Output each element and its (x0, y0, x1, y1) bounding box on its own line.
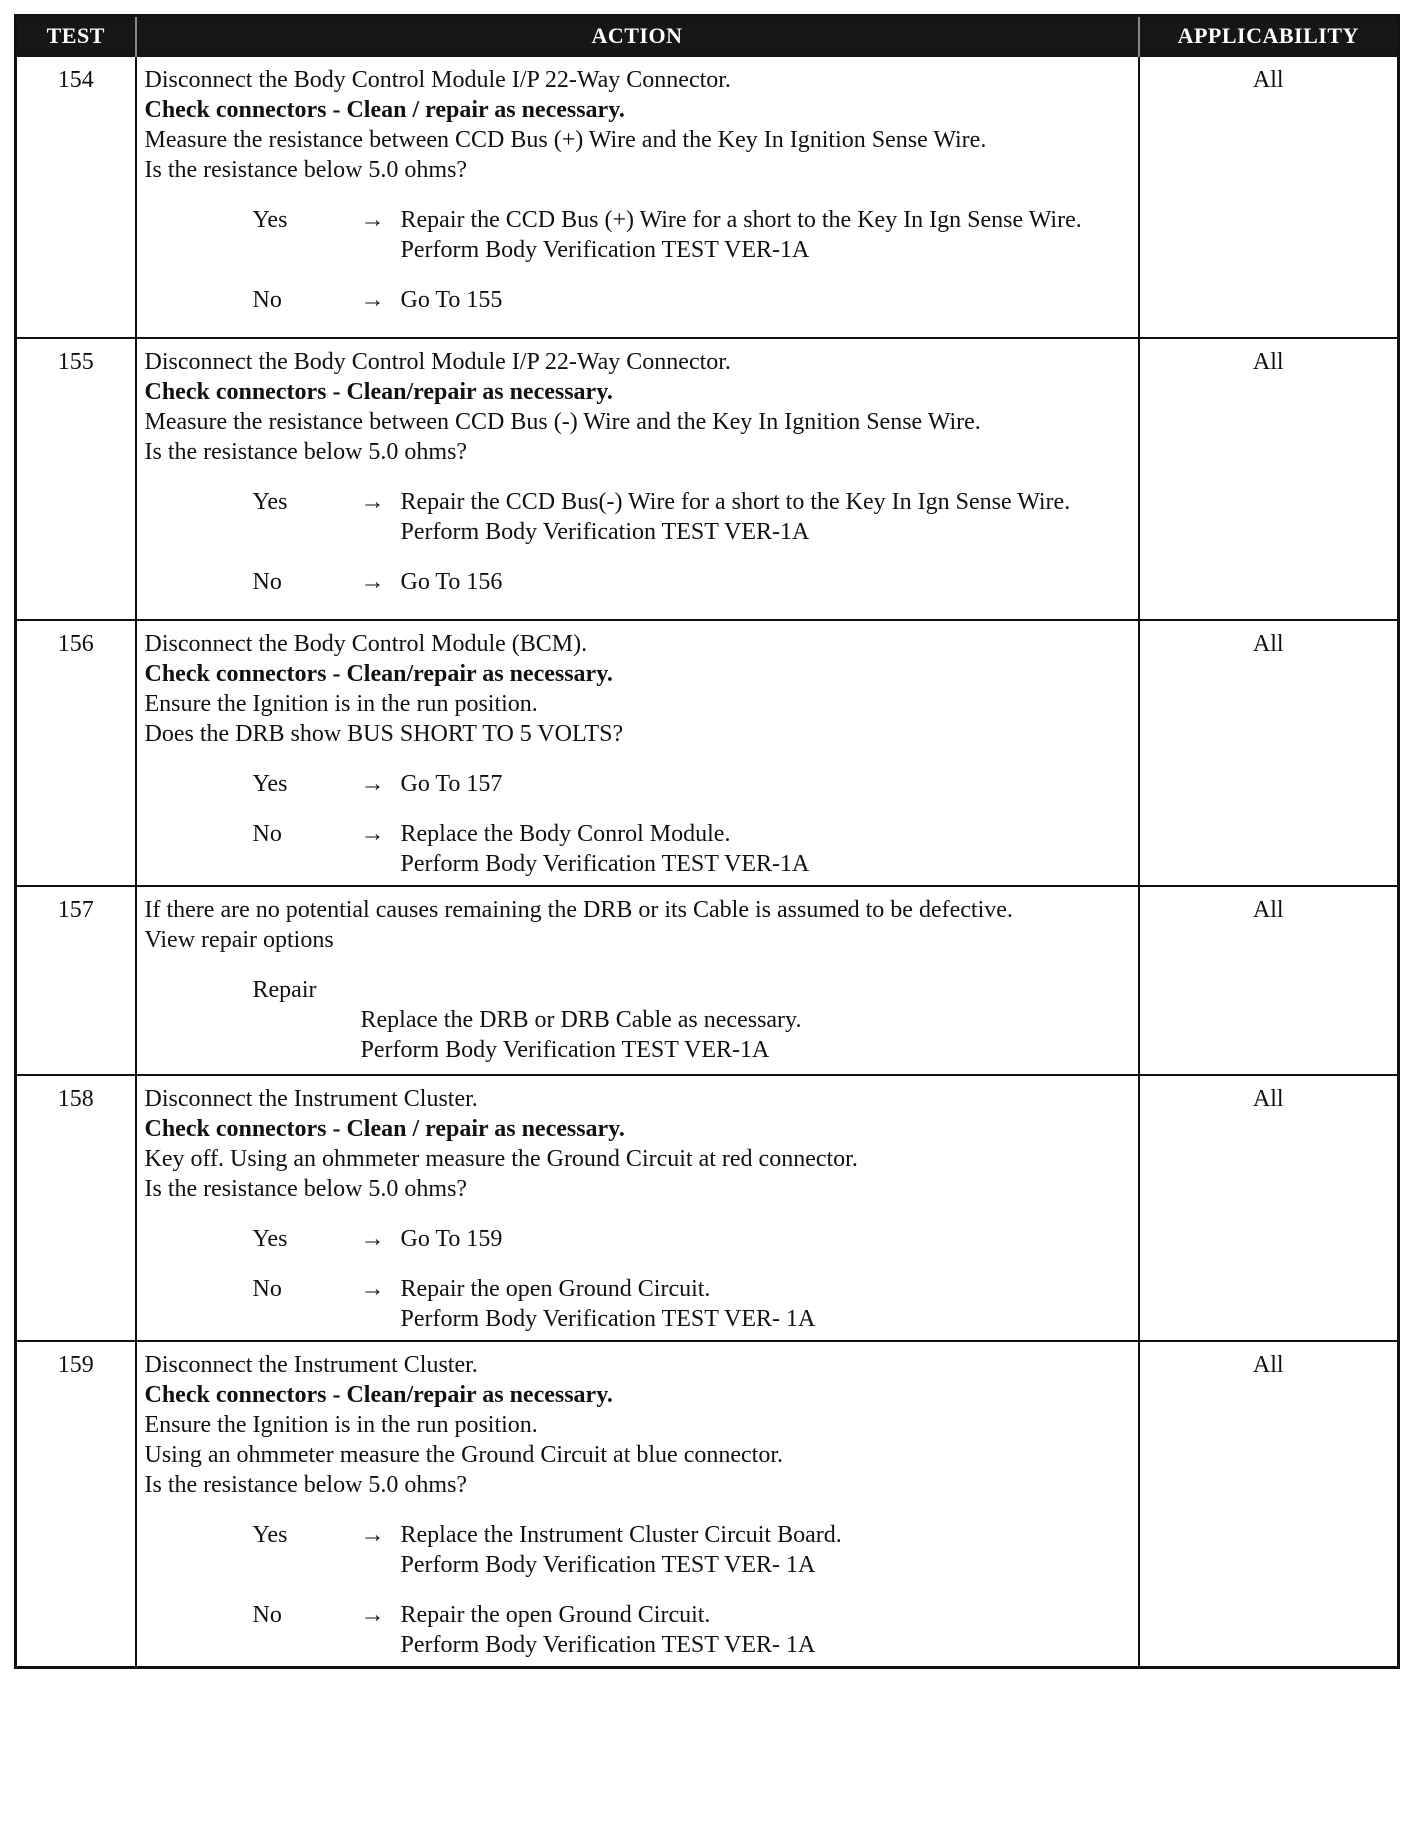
table-row (16, 620, 1399, 886)
outcome-step: Repair the CCD Bus (+) Wire for a short to the Key In Ign Sense Wire. (400, 207, 1082, 233)
action-cell (136, 338, 1139, 620)
arrow-icon: → (360, 1602, 385, 1628)
outcome-step: Go To 157 (400, 771, 503, 797)
outcome-step: Perform Body Verification TEST VER- 1A (400, 1306, 816, 1332)
outcome-step: Perform Body Verification TEST VER- 1A (400, 1552, 816, 1578)
no-outcome (145, 819, 1132, 879)
arrow-icon: → (360, 569, 385, 595)
arrow-icon: → (360, 489, 385, 515)
action-step: Disconnect the Instrument Cluster. (144, 1352, 478, 1378)
action-step: Measure the resistance between CCD Bus (+) Wire and the Key In Ignition Sense Wire. (144, 127, 987, 153)
table-row (16, 886, 1399, 1075)
outcome-step: Replace the Instrument Cluster Circuit Board. (400, 1522, 842, 1548)
action-step: Measure the resistance between CCD Bus (-) Wire and the Key In Ignition Sense Wire. (144, 409, 981, 435)
yes-outcome (145, 769, 1132, 799)
action-step: Check connectors - Clean / repair as necessary. (144, 1116, 625, 1142)
table-row (16, 338, 1399, 620)
table-row (16, 1075, 1399, 1341)
action-step: View repair options (144, 927, 334, 953)
action-question: Is the resistance below 5.0 ohms? (144, 1176, 468, 1202)
repair-step: Perform Body Verification TEST VER-1A (360, 1037, 770, 1063)
outcome-step: Go To 155 (400, 287, 503, 313)
applicability-value: All (1139, 886, 1399, 1075)
test-number: 157 (16, 886, 136, 1075)
applicability-value: All (1139, 620, 1399, 886)
outcome-step: Replace the Body Conrol Module. (400, 821, 731, 847)
no-label: No (252, 287, 282, 313)
action-step: Disconnect the Instrument Cluster. (144, 1086, 478, 1112)
yes-label: Yes (252, 489, 288, 515)
yes-label: Yes (252, 1226, 288, 1252)
action-step: Using an ohmmeter measure the Ground Circuit at blue connector. (144, 1442, 783, 1468)
applicability-value: All (1139, 338, 1399, 620)
outcome-step: Perform Body Verification TEST VER- 1A (400, 1632, 816, 1658)
test-number: 158 (16, 1075, 136, 1341)
diagnostic-table (14, 14, 1400, 1669)
action-cell (136, 1341, 1139, 1668)
test-number: 159 (16, 1341, 136, 1668)
arrow-icon: → (360, 1276, 385, 1302)
arrow-icon: → (360, 1226, 385, 1252)
action-step: Ensure the Ignition is in the run position. (144, 1412, 538, 1438)
no-label: No (252, 569, 282, 595)
outcome-step: Perform Body Verification TEST VER-1A (400, 237, 810, 263)
yes-outcome (145, 205, 1132, 265)
action-question: Is the resistance below 5.0 ohms? (144, 439, 468, 465)
no-label: No (252, 1276, 282, 1302)
table-row (16, 1341, 1399, 1668)
yes-label: Yes (252, 771, 288, 797)
action-step: Check connectors - Clean/repair as necessary. (144, 1382, 613, 1408)
outcome-step: Go To 159 (400, 1226, 503, 1252)
outcome-step: Perform Body Verification TEST VER-1A (400, 851, 810, 877)
action-step: Disconnect the Body Control Module I/P 22-Way Connector. (144, 349, 731, 375)
header-applicability: APPLICABILITY (1139, 16, 1399, 57)
action-step: Key off. Using an ohmmeter measure the Ground Circuit at red connector. (144, 1146, 858, 1172)
outcome-step: Go To 156 (400, 569, 503, 595)
header-action: ACTION (136, 16, 1139, 57)
arrow-icon: → (360, 1522, 385, 1548)
repair-label: Repair (252, 977, 317, 1003)
no-label: No (252, 1602, 282, 1628)
arrow-icon: → (360, 821, 385, 847)
no-outcome (145, 1600, 1132, 1660)
action-step: Check connectors - Clean/repair as necessary. (144, 661, 613, 687)
action-cell (136, 620, 1139, 886)
arrow-icon: → (360, 207, 385, 233)
yes-outcome (145, 1224, 1132, 1254)
arrow-icon: → (360, 771, 385, 797)
table-row (16, 56, 1399, 338)
yes-label: Yes (252, 207, 288, 233)
action-step: Check connectors - Clean/repair as necessary. (144, 379, 613, 405)
action-cell (136, 886, 1139, 1075)
header-test: TEST (16, 16, 136, 57)
outcome-step: Repair the open Ground Circuit. (400, 1602, 711, 1628)
test-number: 154 (16, 56, 136, 338)
action-step: Ensure the Ignition is in the run position. (144, 691, 538, 717)
no-outcome (145, 285, 1132, 315)
action-question: Is the resistance below 5.0 ohms? (144, 157, 468, 183)
action-cell (136, 1075, 1139, 1341)
outcome-step: Repair the open Ground Circuit. (400, 1276, 711, 1302)
applicability-value: All (1139, 1341, 1399, 1668)
action-step: Disconnect the Body Control Module (BCM). (144, 631, 588, 657)
applicability-value: All (1139, 1075, 1399, 1341)
outcome-step: Perform Body Verification TEST VER-1A (400, 519, 810, 545)
table-header (16, 16, 1399, 57)
yes-label: Yes (252, 1522, 288, 1548)
action-step: If there are no potential causes remaining the DRB or its Cable is assumed to be defective. (144, 897, 1013, 923)
action-step: Check connectors - Clean / repair as necessary. (144, 97, 625, 123)
applicability-value: All (1139, 56, 1399, 338)
action-question: Is the resistance below 5.0 ohms? (144, 1472, 468, 1498)
action-question: Does the DRB show BUS SHORT TO 5 VOLTS? (144, 721, 624, 747)
repair-step: Replace the DRB or DRB Cable as necessary. (360, 1007, 802, 1033)
test-number: 156 (16, 620, 136, 886)
arrow-icon: → (360, 287, 385, 313)
no-outcome (145, 567, 1132, 597)
yes-outcome (145, 1520, 1132, 1580)
action-step: Disconnect the Body Control Module I/P 22-Way Connector. (144, 67, 731, 93)
no-outcome (145, 1274, 1132, 1334)
yes-outcome (145, 487, 1132, 547)
no-label: No (252, 821, 282, 847)
action-cell (136, 56, 1139, 338)
test-number: 155 (16, 338, 136, 620)
outcome-step: Repair the CCD Bus(-) Wire for a short to the Key In Ign Sense Wire. (400, 489, 1071, 515)
